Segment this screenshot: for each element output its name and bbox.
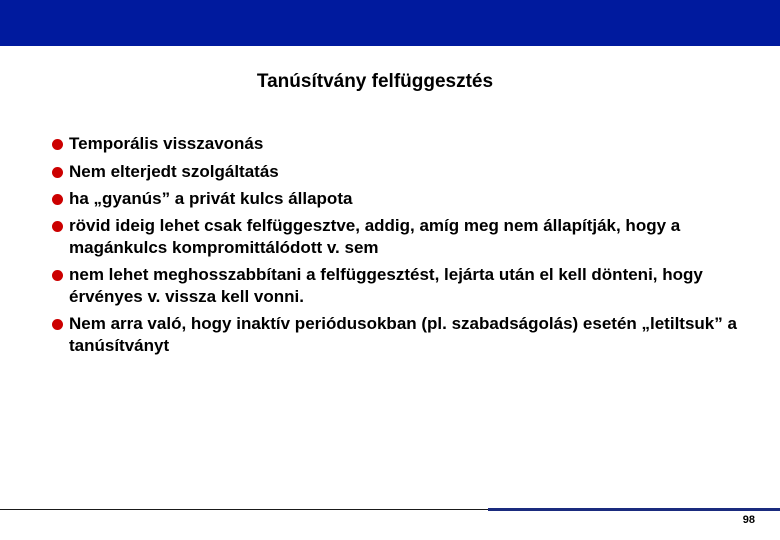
- red-dot-bullet-icon: [52, 270, 63, 281]
- bullet-text: nem lehet meghosszabbítani a felfüggesztést, lejárta után el kell dönteni, hogy érvényes v. vissza kell vonni.: [69, 264, 703, 306]
- bullet-item: [52, 161, 752, 184]
- slide-title: Tanúsítvány felfüggesztés: [256, 71, 494, 92]
- bullet-item: [52, 215, 752, 260]
- bullet-text: Nem elterjedt szolgáltatás: [69, 161, 279, 181]
- bullet-text: Temporális visszavonás: [69, 134, 264, 153]
- footer-rule-accent: [488, 508, 780, 511]
- bullet-item: [52, 133, 752, 156]
- red-dot-bullet-icon: [52, 221, 63, 232]
- bullet-item: [52, 264, 752, 309]
- bullet-text: rövid ideig lehet csak felfüggesztve, addig, amíg meg nem állapítják, hogy a magánkulcs kompromittálódott v. sem: [69, 215, 681, 257]
- page-number: 98: [742, 514, 755, 526]
- bullet-item: [52, 188, 752, 211]
- header-band: [0, 0, 780, 46]
- red-dot-bullet-icon: [52, 167, 63, 178]
- red-dot-bullet-icon: [52, 139, 63, 150]
- bullet-text: ha „gyanús” a privát kulcs állapota: [69, 189, 353, 208]
- bullet-list: [52, 133, 752, 362]
- red-dot-bullet-icon: [52, 319, 63, 330]
- red-dot-bullet-icon: [52, 194, 63, 205]
- bullet-text: Nem arra való, hogy inaktív periódusokban (pl. szabadságolás) esetén „letiltsuk” a tanúsítványt: [69, 313, 737, 355]
- bullet-item: [52, 313, 752, 358]
